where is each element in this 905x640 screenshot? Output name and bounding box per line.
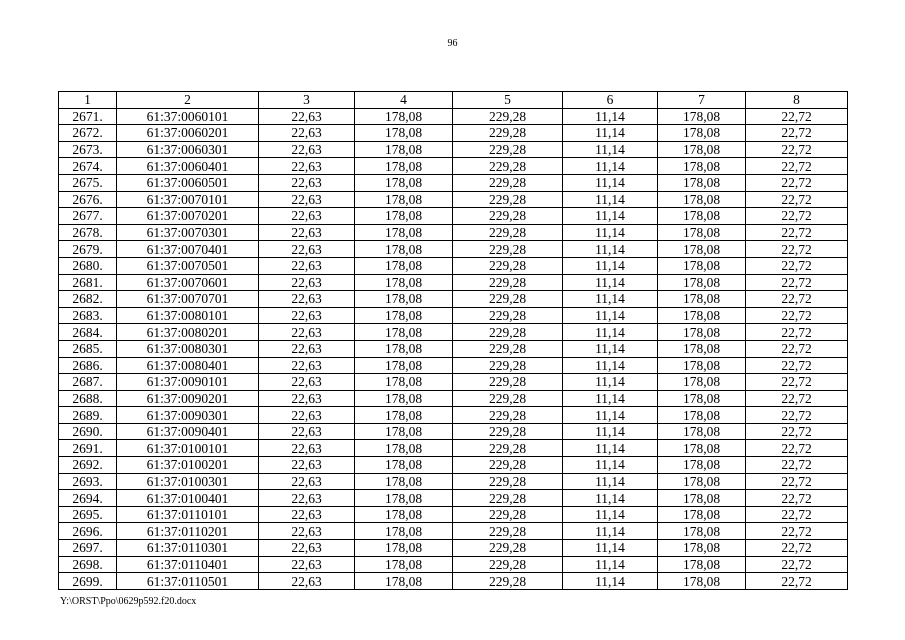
table-cell: 61:37:0060301 xyxy=(117,141,259,158)
table-cell: 2689. xyxy=(59,407,117,424)
table-cell: 11,14 xyxy=(563,307,658,324)
table-cell: 22,72 xyxy=(746,158,848,175)
footer-file-path: Y:\ORST\Ppo\0629p592.f20.docx xyxy=(60,596,197,607)
table-cell: 2675. xyxy=(59,174,117,191)
table-cell: 2684. xyxy=(59,324,117,341)
table-row xyxy=(59,340,848,357)
table-cell: 2693. xyxy=(59,473,117,490)
table-cell: 2691. xyxy=(59,440,117,457)
table-cell: 22,63 xyxy=(259,208,355,225)
table-row xyxy=(59,174,848,191)
table-cell: 61:37:0100101 xyxy=(117,440,259,457)
table-cell: 11,14 xyxy=(563,407,658,424)
table-cell: 22,63 xyxy=(259,291,355,308)
table-cell: 178,08 xyxy=(658,340,746,357)
table-cell: 22,72 xyxy=(746,390,848,407)
table-row xyxy=(59,374,848,391)
table-cell: 11,14 xyxy=(563,324,658,341)
table-cell: 2688. xyxy=(59,390,117,407)
table-cell: 229,28 xyxy=(453,241,563,258)
table-cell: 178,08 xyxy=(658,174,746,191)
table-cell: 178,08 xyxy=(658,257,746,274)
table-row xyxy=(59,407,848,424)
table-cell: 61:37:0110501 xyxy=(117,573,259,590)
table-cell: 61:37:0090301 xyxy=(117,407,259,424)
column-header: 3 xyxy=(259,92,355,109)
table-cell: 11,14 xyxy=(563,457,658,474)
table-cell: 178,08 xyxy=(355,324,453,341)
column-header: 4 xyxy=(355,92,453,109)
page-number: 96 xyxy=(447,38,458,49)
column-header: 7 xyxy=(658,92,746,109)
table-cell: 61:37:0060401 xyxy=(117,158,259,175)
column-header: 5 xyxy=(453,92,563,109)
table-row xyxy=(59,324,848,341)
table-cell: 22,63 xyxy=(259,407,355,424)
table-cell: 11,14 xyxy=(563,257,658,274)
table-cell: 178,08 xyxy=(355,241,453,258)
table-cell: 11,14 xyxy=(563,573,658,590)
table-cell: 229,28 xyxy=(453,125,563,142)
table-cell: 178,08 xyxy=(355,307,453,324)
table-cell: 178,08 xyxy=(658,473,746,490)
table-cell: 2696. xyxy=(59,523,117,540)
table-cell: 229,28 xyxy=(453,556,563,573)
table-cell: 178,08 xyxy=(355,340,453,357)
table-cell: 61:37:0070401 xyxy=(117,241,259,258)
table-cell: 229,28 xyxy=(453,340,563,357)
table-cell: 11,14 xyxy=(563,291,658,308)
table-cell: 2694. xyxy=(59,490,117,507)
table-cell: 11,14 xyxy=(563,191,658,208)
table-cell: 22,72 xyxy=(746,374,848,391)
table-body xyxy=(59,108,848,589)
table-cell: 178,08 xyxy=(658,224,746,241)
table-cell: 22,72 xyxy=(746,141,848,158)
table-cell: 22,72 xyxy=(746,523,848,540)
table-cell: 22,72 xyxy=(746,340,848,357)
table-cell: 22,72 xyxy=(746,174,848,191)
table-cell: 178,08 xyxy=(355,257,453,274)
table-cell: 2685. xyxy=(59,340,117,357)
table-cell: 178,08 xyxy=(355,174,453,191)
table-cell: 61:37:0070301 xyxy=(117,224,259,241)
table-cell: 178,08 xyxy=(658,108,746,125)
table-cell: 11,14 xyxy=(563,158,658,175)
table-cell: 178,08 xyxy=(658,556,746,573)
table-cell: 22,63 xyxy=(259,440,355,457)
table-cell: 178,08 xyxy=(355,423,453,440)
table-cell: 61:37:0080401 xyxy=(117,357,259,374)
table-cell: 2692. xyxy=(59,457,117,474)
table-cell: 11,14 xyxy=(563,540,658,557)
table-row xyxy=(59,506,848,523)
table-cell: 11,14 xyxy=(563,108,658,125)
table-cell: 61:37:0060501 xyxy=(117,174,259,191)
table-cell: 2697. xyxy=(59,540,117,557)
table-cell: 22,63 xyxy=(259,457,355,474)
table-cell: 178,08 xyxy=(658,440,746,457)
table-cell: 22,72 xyxy=(746,291,848,308)
table-cell: 22,72 xyxy=(746,307,848,324)
table-cell: 229,28 xyxy=(453,457,563,474)
table-cell: 178,08 xyxy=(355,224,453,241)
table-cell: 22,72 xyxy=(746,423,848,440)
table-cell: 11,14 xyxy=(563,556,658,573)
table-cell: 178,08 xyxy=(355,523,453,540)
table-cell: 22,63 xyxy=(259,473,355,490)
table-cell: 22,63 xyxy=(259,324,355,341)
table-cell: 11,14 xyxy=(563,473,658,490)
table-cell: 61:37:0080101 xyxy=(117,307,259,324)
table-row xyxy=(59,274,848,291)
table-row xyxy=(59,108,848,125)
table-cell: 61:37:0080301 xyxy=(117,340,259,357)
table-cell: 2683. xyxy=(59,307,117,324)
table-cell: 22,72 xyxy=(746,357,848,374)
table-cell: 61:37:0070701 xyxy=(117,291,259,308)
table-cell: 22,72 xyxy=(746,241,848,258)
table-cell: 11,14 xyxy=(563,357,658,374)
table-header-row xyxy=(59,92,848,109)
table-cell: 2682. xyxy=(59,291,117,308)
table-cell: 22,72 xyxy=(746,125,848,142)
table-cell: 229,28 xyxy=(453,224,563,241)
table-row xyxy=(59,490,848,507)
table-cell: 178,08 xyxy=(658,291,746,308)
table-cell: 178,08 xyxy=(658,457,746,474)
table-cell: 22,63 xyxy=(259,307,355,324)
table-row xyxy=(59,158,848,175)
table-cell: 178,08 xyxy=(658,324,746,341)
table-cell: 229,28 xyxy=(453,490,563,507)
table-cell: 61:37:0100301 xyxy=(117,473,259,490)
table-cell: 178,08 xyxy=(355,540,453,557)
table-cell: 178,08 xyxy=(355,440,453,457)
table-cell: 178,08 xyxy=(658,158,746,175)
table-cell: 11,14 xyxy=(563,374,658,391)
table-cell: 61:37:0070501 xyxy=(117,257,259,274)
table-cell: 22,72 xyxy=(746,457,848,474)
table-cell: 11,14 xyxy=(563,440,658,457)
table-cell: 22,63 xyxy=(259,141,355,158)
table-cell: 61:37:0110101 xyxy=(117,506,259,523)
table-cell: 11,14 xyxy=(563,340,658,357)
table-cell: 229,28 xyxy=(453,158,563,175)
table-cell: 11,14 xyxy=(563,141,658,158)
table-cell: 2671. xyxy=(59,108,117,125)
table-cell: 61:37:0090101 xyxy=(117,374,259,391)
table-cell: 22,72 xyxy=(746,108,848,125)
table-cell: 178,08 xyxy=(355,457,453,474)
table-cell: 22,72 xyxy=(746,440,848,457)
table-cell: 178,08 xyxy=(658,141,746,158)
table-cell: 22,72 xyxy=(746,573,848,590)
table-cell: 22,63 xyxy=(259,506,355,523)
table-row xyxy=(59,573,848,590)
table-cell: 2698. xyxy=(59,556,117,573)
table-cell: 11,14 xyxy=(563,423,658,440)
table-cell: 2695. xyxy=(59,506,117,523)
table-cell: 178,08 xyxy=(658,307,746,324)
table-cell: 22,72 xyxy=(746,506,848,523)
table-row xyxy=(59,473,848,490)
table-cell: 229,28 xyxy=(453,141,563,158)
table-cell: 229,28 xyxy=(453,390,563,407)
table-cell: 178,08 xyxy=(658,241,746,258)
table-cell: 22,63 xyxy=(259,125,355,142)
table-cell: 22,72 xyxy=(746,490,848,507)
table-cell: 22,63 xyxy=(259,523,355,540)
table-cell: 61:37:0070101 xyxy=(117,191,259,208)
table-cell: 11,14 xyxy=(563,208,658,225)
table-cell: 229,28 xyxy=(453,573,563,590)
table-row xyxy=(59,224,848,241)
table-cell: 22,63 xyxy=(259,191,355,208)
table-cell: 22,63 xyxy=(259,224,355,241)
table-cell: 178,08 xyxy=(355,573,453,590)
table-cell: 22,63 xyxy=(259,390,355,407)
table-cell: 11,14 xyxy=(563,241,658,258)
table-cell: 11,14 xyxy=(563,174,658,191)
table-cell: 178,08 xyxy=(355,407,453,424)
table-cell: 229,28 xyxy=(453,440,563,457)
table-cell: 229,28 xyxy=(453,506,563,523)
table-cell: 61:37:0060201 xyxy=(117,125,259,142)
table-cell: 229,28 xyxy=(453,108,563,125)
table-cell: 178,08 xyxy=(658,374,746,391)
table-cell: 22,72 xyxy=(746,257,848,274)
table-row xyxy=(59,523,848,540)
table-cell: 2679. xyxy=(59,241,117,258)
table-cell: 22,63 xyxy=(259,490,355,507)
table-cell: 61:37:0090401 xyxy=(117,423,259,440)
table-cell: 22,72 xyxy=(746,540,848,557)
table-cell: 22,72 xyxy=(746,274,848,291)
table-cell: 61:37:0070601 xyxy=(117,274,259,291)
table-cell: 61:37:0100201 xyxy=(117,457,259,474)
column-header: 1 xyxy=(59,92,117,109)
column-header: 6 xyxy=(563,92,658,109)
table-row xyxy=(59,291,848,308)
column-header: 8 xyxy=(746,92,848,109)
data-table xyxy=(58,91,848,590)
table-cell: 2673. xyxy=(59,141,117,158)
table-row xyxy=(59,540,848,557)
table-cell: 178,08 xyxy=(355,158,453,175)
table-row xyxy=(59,141,848,158)
table-cell: 11,14 xyxy=(563,506,658,523)
table-cell: 178,08 xyxy=(355,390,453,407)
table-cell: 178,08 xyxy=(658,407,746,424)
table-cell: 229,28 xyxy=(453,407,563,424)
table-cell: 22,63 xyxy=(259,158,355,175)
table-row xyxy=(59,457,848,474)
table-cell: 2690. xyxy=(59,423,117,440)
table-cell: 22,63 xyxy=(259,108,355,125)
table-cell: 61:37:0100401 xyxy=(117,490,259,507)
table-cell: 22,63 xyxy=(259,540,355,557)
table-cell: 2678. xyxy=(59,224,117,241)
table-cell: 229,28 xyxy=(453,191,563,208)
table-cell: 22,72 xyxy=(746,324,848,341)
table-cell: 2680. xyxy=(59,257,117,274)
table-cell: 178,08 xyxy=(355,208,453,225)
table-cell: 229,28 xyxy=(453,307,563,324)
table-cell: 178,08 xyxy=(658,523,746,540)
table-cell: 61:37:0060101 xyxy=(117,108,259,125)
table-row xyxy=(59,390,848,407)
table-cell: 22,72 xyxy=(746,473,848,490)
table-row xyxy=(59,357,848,374)
table-cell: 178,08 xyxy=(658,490,746,507)
table-cell: 22,63 xyxy=(259,357,355,374)
table-cell: 11,14 xyxy=(563,523,658,540)
table-cell: 178,08 xyxy=(658,390,746,407)
table-cell: 178,08 xyxy=(658,208,746,225)
table-cell: 178,08 xyxy=(355,191,453,208)
table-cell: 22,63 xyxy=(259,274,355,291)
table-cell: 2699. xyxy=(59,573,117,590)
table-cell: 22,72 xyxy=(746,407,848,424)
table-cell: 61:37:0110401 xyxy=(117,556,259,573)
table-cell: 22,72 xyxy=(746,556,848,573)
table-cell: 178,08 xyxy=(658,191,746,208)
table-cell: 11,14 xyxy=(563,274,658,291)
table-cell: 178,08 xyxy=(658,540,746,557)
table-cell: 178,08 xyxy=(355,490,453,507)
table-cell: 229,28 xyxy=(453,208,563,225)
table-cell: 2687. xyxy=(59,374,117,391)
table-row xyxy=(59,125,848,142)
table-cell: 22,72 xyxy=(746,191,848,208)
table-cell: 229,28 xyxy=(453,540,563,557)
table-cell: 11,14 xyxy=(563,390,658,407)
table-cell: 178,08 xyxy=(355,556,453,573)
table-cell: 2677. xyxy=(59,208,117,225)
table-cell: 22,63 xyxy=(259,241,355,258)
table-cell: 178,08 xyxy=(658,357,746,374)
table-cell: 178,08 xyxy=(355,506,453,523)
table-row xyxy=(59,423,848,440)
table-cell: 61:37:0070201 xyxy=(117,208,259,225)
table-cell: 229,28 xyxy=(453,274,563,291)
table-cell: 178,08 xyxy=(355,473,453,490)
table-cell: 11,14 xyxy=(563,224,658,241)
table-row xyxy=(59,307,848,324)
table-cell: 229,28 xyxy=(453,357,563,374)
table-cell: 229,28 xyxy=(453,257,563,274)
table-cell: 2686. xyxy=(59,357,117,374)
table-cell: 178,08 xyxy=(355,374,453,391)
table-cell: 229,28 xyxy=(453,523,563,540)
table-row xyxy=(59,191,848,208)
table-cell: 178,08 xyxy=(658,274,746,291)
table-cell: 11,14 xyxy=(563,490,658,507)
table-cell: 61:37:0110201 xyxy=(117,523,259,540)
table-cell: 2672. xyxy=(59,125,117,142)
table-row xyxy=(59,257,848,274)
table-cell: 22,63 xyxy=(259,340,355,357)
table-cell: 229,28 xyxy=(453,423,563,440)
table-cell: 22,63 xyxy=(259,556,355,573)
table-cell: 178,08 xyxy=(355,357,453,374)
table-cell: 61:37:0080201 xyxy=(117,324,259,341)
table-cell: 229,28 xyxy=(453,374,563,391)
column-header: 2 xyxy=(117,92,259,109)
table-cell: 22,72 xyxy=(746,224,848,241)
table-cell: 229,28 xyxy=(453,324,563,341)
table-cell: 22,63 xyxy=(259,573,355,590)
table-cell: 178,08 xyxy=(355,125,453,142)
table-cell: 178,08 xyxy=(355,291,453,308)
table-cell: 178,08 xyxy=(658,125,746,142)
table-cell: 2681. xyxy=(59,274,117,291)
table-cell: 178,08 xyxy=(355,141,453,158)
table-cell: 22,63 xyxy=(259,423,355,440)
table-cell: 22,63 xyxy=(259,374,355,391)
table-cell: 2674. xyxy=(59,158,117,175)
table-cell: 229,28 xyxy=(453,291,563,308)
table-cell: 178,08 xyxy=(658,573,746,590)
table-cell: 178,08 xyxy=(658,423,746,440)
table-row xyxy=(59,440,848,457)
table-cell: 61:37:0090201 xyxy=(117,390,259,407)
table-row xyxy=(59,241,848,258)
table-cell: 178,08 xyxy=(355,108,453,125)
table-cell: 178,08 xyxy=(658,506,746,523)
table-cell: 229,28 xyxy=(453,473,563,490)
table-cell: 22,63 xyxy=(259,174,355,191)
table-cell: 229,28 xyxy=(453,174,563,191)
table-row xyxy=(59,208,848,225)
table-cell: 11,14 xyxy=(563,125,658,142)
table-cell: 22,63 xyxy=(259,257,355,274)
table-cell: 61:37:0110301 xyxy=(117,540,259,557)
table-cell: 2676. xyxy=(59,191,117,208)
table-cell: 22,72 xyxy=(746,208,848,225)
table-row xyxy=(59,556,848,573)
table-cell: 178,08 xyxy=(355,274,453,291)
